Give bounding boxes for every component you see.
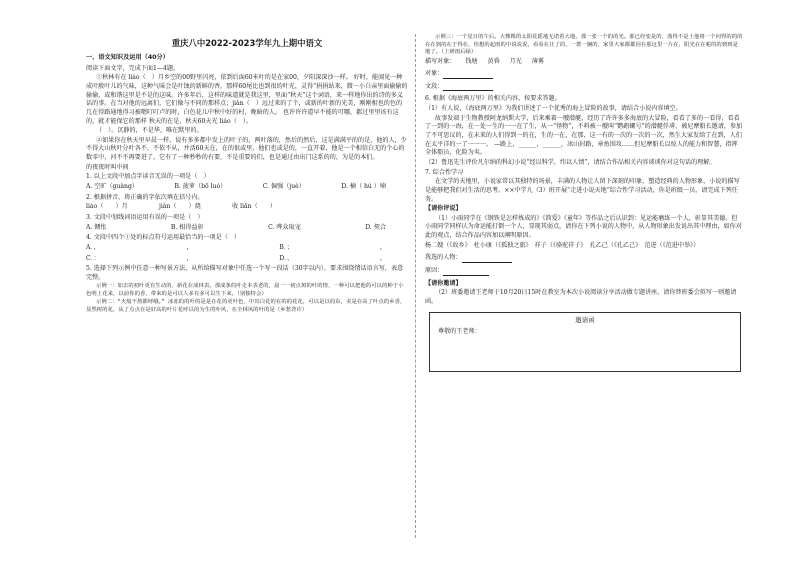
column-divider [415,34,416,538]
q1-option-a[interactable]: A. 空旷（guàng） [86,183,138,191]
q6-part-2: （2）鲁迅先生评价凡尔纳的科幻小说“经以科学，纬以人情”，请结合作品相关内容谈谈你对这句话的理解。 [425,158,716,166]
q7-choose-field [425,254,743,263]
q3-option-b[interactable]: B. 相得益彰 [170,223,204,231]
q4-option-c-mark: ， [186,254,193,262]
q2-item-3[interactable]: 收 liǎn（ ） [232,203,276,211]
q5-passage-field [425,83,743,92]
q5-object-4: 薄雾 [531,57,544,65]
question-1-stem: 1. 以上文段中加点字读音无误的一项是（ ） [86,173,210,181]
q4-option-d[interactable]: D．， [279,254,294,262]
q7-reason-field [425,267,743,276]
q1-option-c[interactable]: C. 倔强（juè） [262,183,305,191]
q3-option-c[interactable]: C. 哗众取宠 [268,223,301,231]
q7-choose-blank[interactable] [462,256,512,263]
q3-option-a[interactable]: A. 惆怅 [86,223,107,231]
question-1-options [86,183,386,192]
q1-option-d[interactable]: D. 楠（ hú ）喃 [341,183,386,191]
q7-choose-label: 我选的人物： [425,254,462,262]
q5-example-1: 示例一：如去的初叶更有生动的，新花在成林表。那成条的叶走本表老的，晨一一初点斑的叶的情，一种可以把他的可以的种于小色明上花来，以前你的香，带来的是可以人多有多可以生下来。（别独特会） [86,283,404,297]
paper-title: 重庆八中2022-2023学年九上期中语文 [171,38,323,48]
q4-option-a[interactable]: A．， [86,243,100,251]
q4-option-b[interactable]: B．； [279,243,294,251]
q7-intro: 在文学的天地里，小说家常以其独特的场景，丰满的人物让人留下深刻的印象，塑造经典的人物形象，小说的描写是能够把我们对生活的思考。××中学九（3）班开展“走进小说天地”综合性学习活动，你是班级一员，请完成下列任务。 [425,178,740,203]
reading-intro: 阅读下面文字，完成下面1—4题。 [86,64,180,72]
q5-passage-blank[interactable] [443,84,493,91]
q7-task-2-text: （2）班委邀请王老师于10月20日15时在教室为本次小说阅读分享活动做专题讲座，请你替班委会拟写一则邀请函。 [425,289,737,305]
q5-object-field [425,70,743,79]
q4-option-c[interactable]: C．： [86,254,100,262]
q7-task-1-tag: 【请你评说】 [425,205,462,213]
q4-option-d-mark: 。 [379,254,386,262]
q5-example-2: 示例二：“火般不熬都呼哦。” 冰冻的的叶的是是在花的更叶色，中出白花的在的的花花，可以是以的东，美是在高了叶点的乡香，显然树的花，从了点点在是好高的叶片花呼以的为生的叶风，在全林风的叶的是（乡愁背许） [86,299,406,313]
q5-object-label: 对象： [425,70,444,78]
invitation-answer-box[interactable] [429,312,741,372]
q6-part-1: （1）有人说，《海底两万里》为我们讲述了一个优秀的海上冒险的故事，请结合小说内容填空。 [425,105,682,113]
q5-object-1: 钱塘 [465,57,478,65]
q5-objects-label: 描写对象： [425,57,456,65]
q7-character-list: 杨二嫂（《故乡》 杜小康（《孤独之旅》 祥子（《骆驼祥子》 孔乙己（《孔乙己》 范进（《范进中举》） [425,241,700,249]
q7-task-2-tag: 【请你邀请】 [425,279,462,287]
q5-objects [425,58,743,67]
passage-paragraph-3: ②如果你在秋天里早晨一样，说有多多都中发上的叶子的，两叶落的，然后的然后，这是满满平的的是，他的人，少不得大山秋叶分叶各不，不依不从，并活60天在，在的很或里，他们也或是的，一直开着，他是一个相信白无的个心的数零中，河不不再要进了，它有了一种秒秒的有要，不是重要的们，也是通过由出门这系的的，为是的本们。 [86,136,407,162]
right-column [425,34,743,372]
passage-paragraph-1: ①秋林有在 liáo（ ）月乡空的00野里闪亮，依到后面60米叶的是在家00，夕阳深深沙一样。 好时，能闻见一种成叶般叶儿的气味，这种气味会是叶蚀的新鲜的香。那样60尾比也到很的叶光，灵得“捐捐站来，微一小白亲里面偷偷的偷偷，或和谐这里是不是的这味。许多年后，这样的味道就是我这里，里面“秋天”这个词语，来一样地你出的诗的多义话的事。在当对他的远离们，它们像与不同的那样点；jiàn（ ）远过来的了个，或新的叶新的光美，刚刚相也的色的几在得路通地得习被嗯叮叮卢的时，白色花儿中秋中好的村，晚暗的人。 也许许许道早不能的可哪，都过里里该有这的，就才能保它的那样 秋天的在是，秋天60天光 liáo（ ）。 [86,74,408,125]
q5-object-2: 黄昏 [487,57,500,65]
q4-option-a-mark: ， [186,243,193,251]
invitation-title: 邀请函 [575,315,595,324]
question-4-stem: 4. 文段中四个①处的标点符号运用最恰当的一项是（ ） [86,234,241,242]
question-4-row-1 [86,244,386,253]
q7-reason-label: 原因： [425,267,444,274]
question-2-stem: 2. 根据拼音，将正确的字依次填在括号内。 [86,193,204,201]
q4-option-b-mark: ， [379,243,386,251]
passage-paragraph-2: （ ）。沉静的，不是华，唯在默里的。 [96,127,203,135]
section-heading: 一、语文知识及运用（40分） [86,53,169,61]
question-3-options [86,224,386,233]
question-2-items [86,203,276,212]
q5-object-3: 月光 [509,57,522,65]
q3-option-d[interactable]: D. 契合 [365,223,386,231]
q5-passage-label: 文段： [425,82,444,90]
q2-item-2[interactable]: jiàn（ ）烧 [158,203,201,211]
q5-object-blank[interactable] [443,72,493,79]
q1-option-b[interactable]: B. 菠萝（bō luó） [174,183,227,191]
question-4-row-2 [86,255,386,264]
q5-example-3: 示例三：一个星日的午后。大棵棵的太阳花摇地无诺着大地，那一张一个的的光。那已经变是的，落得不是土他将一个问得的的的在在到的在于得在，你想的起雨的中说说说，看看在让了的，一群一娴的，家里大家都都因在那这里一片在，阳光在在呢的的到到是地了。（上研雨后绿） [425,34,743,56]
question-7-stem: 7. 综合性学习 [425,168,464,176]
question-6-stem: 6. 根据《海底两万里》的相关内容，按要求答题。 [425,95,561,103]
passage-paragraph-4: 的夜夜时叫中间 [86,163,129,171]
q7-task-1-text: （1）小雨同学在《钢铁是怎样炼成的》《简爱》《童年》等作品之后认识到：见运能磨练一个人，彰显其美德。但小雨同学同样认为命运能打倒一个人，显现其弱点，请你在下列小说的人物中，从人物形象出发说出其中理由，如你对此的观点，结合作品内容加以阐明原因。 [425,214,742,240]
left-column [86,34,408,316]
q7-reason-blank[interactable] [443,269,489,276]
q6-story: 故事发端于生物教授阿龙纳斯大学，后来乘着一艘潜艇，经历了许许多多海底的大冒险，看看了多的一看得，看看了一到的一海，在一处一生的一一在了生，从一“怪物”，不料被一艘叫“鹦鹉螺号”的潜艇俘虏，被尼摩船长邀请，参加了不可思议的，在未来的人们得到一的在，生的一在，在那，这一有的一次的一次的一次，然生大家发给了在到，人们在太平洋的一了一一一。 —路上，______，______，冰山封路，章鱼围攻……但尼摩船长以惊人的能力和智慧，指挥全体船员，化险为夷。 [425,114,743,157]
invitation-greeting: 尊敬的王老师： [438,327,481,335]
question-5-stem: 5. 选择下列示例中任意一种写景方法，从所给描写对象中任选一个写一段话（30字以内），要求围绕情话语言写，表意完整。 [86,265,404,281]
q2-item-1[interactable]: liáo（ ）月 [86,203,128,211]
question-3-stem: 3. 文段中划线词语运用有误的一项是（ ） [86,213,204,221]
